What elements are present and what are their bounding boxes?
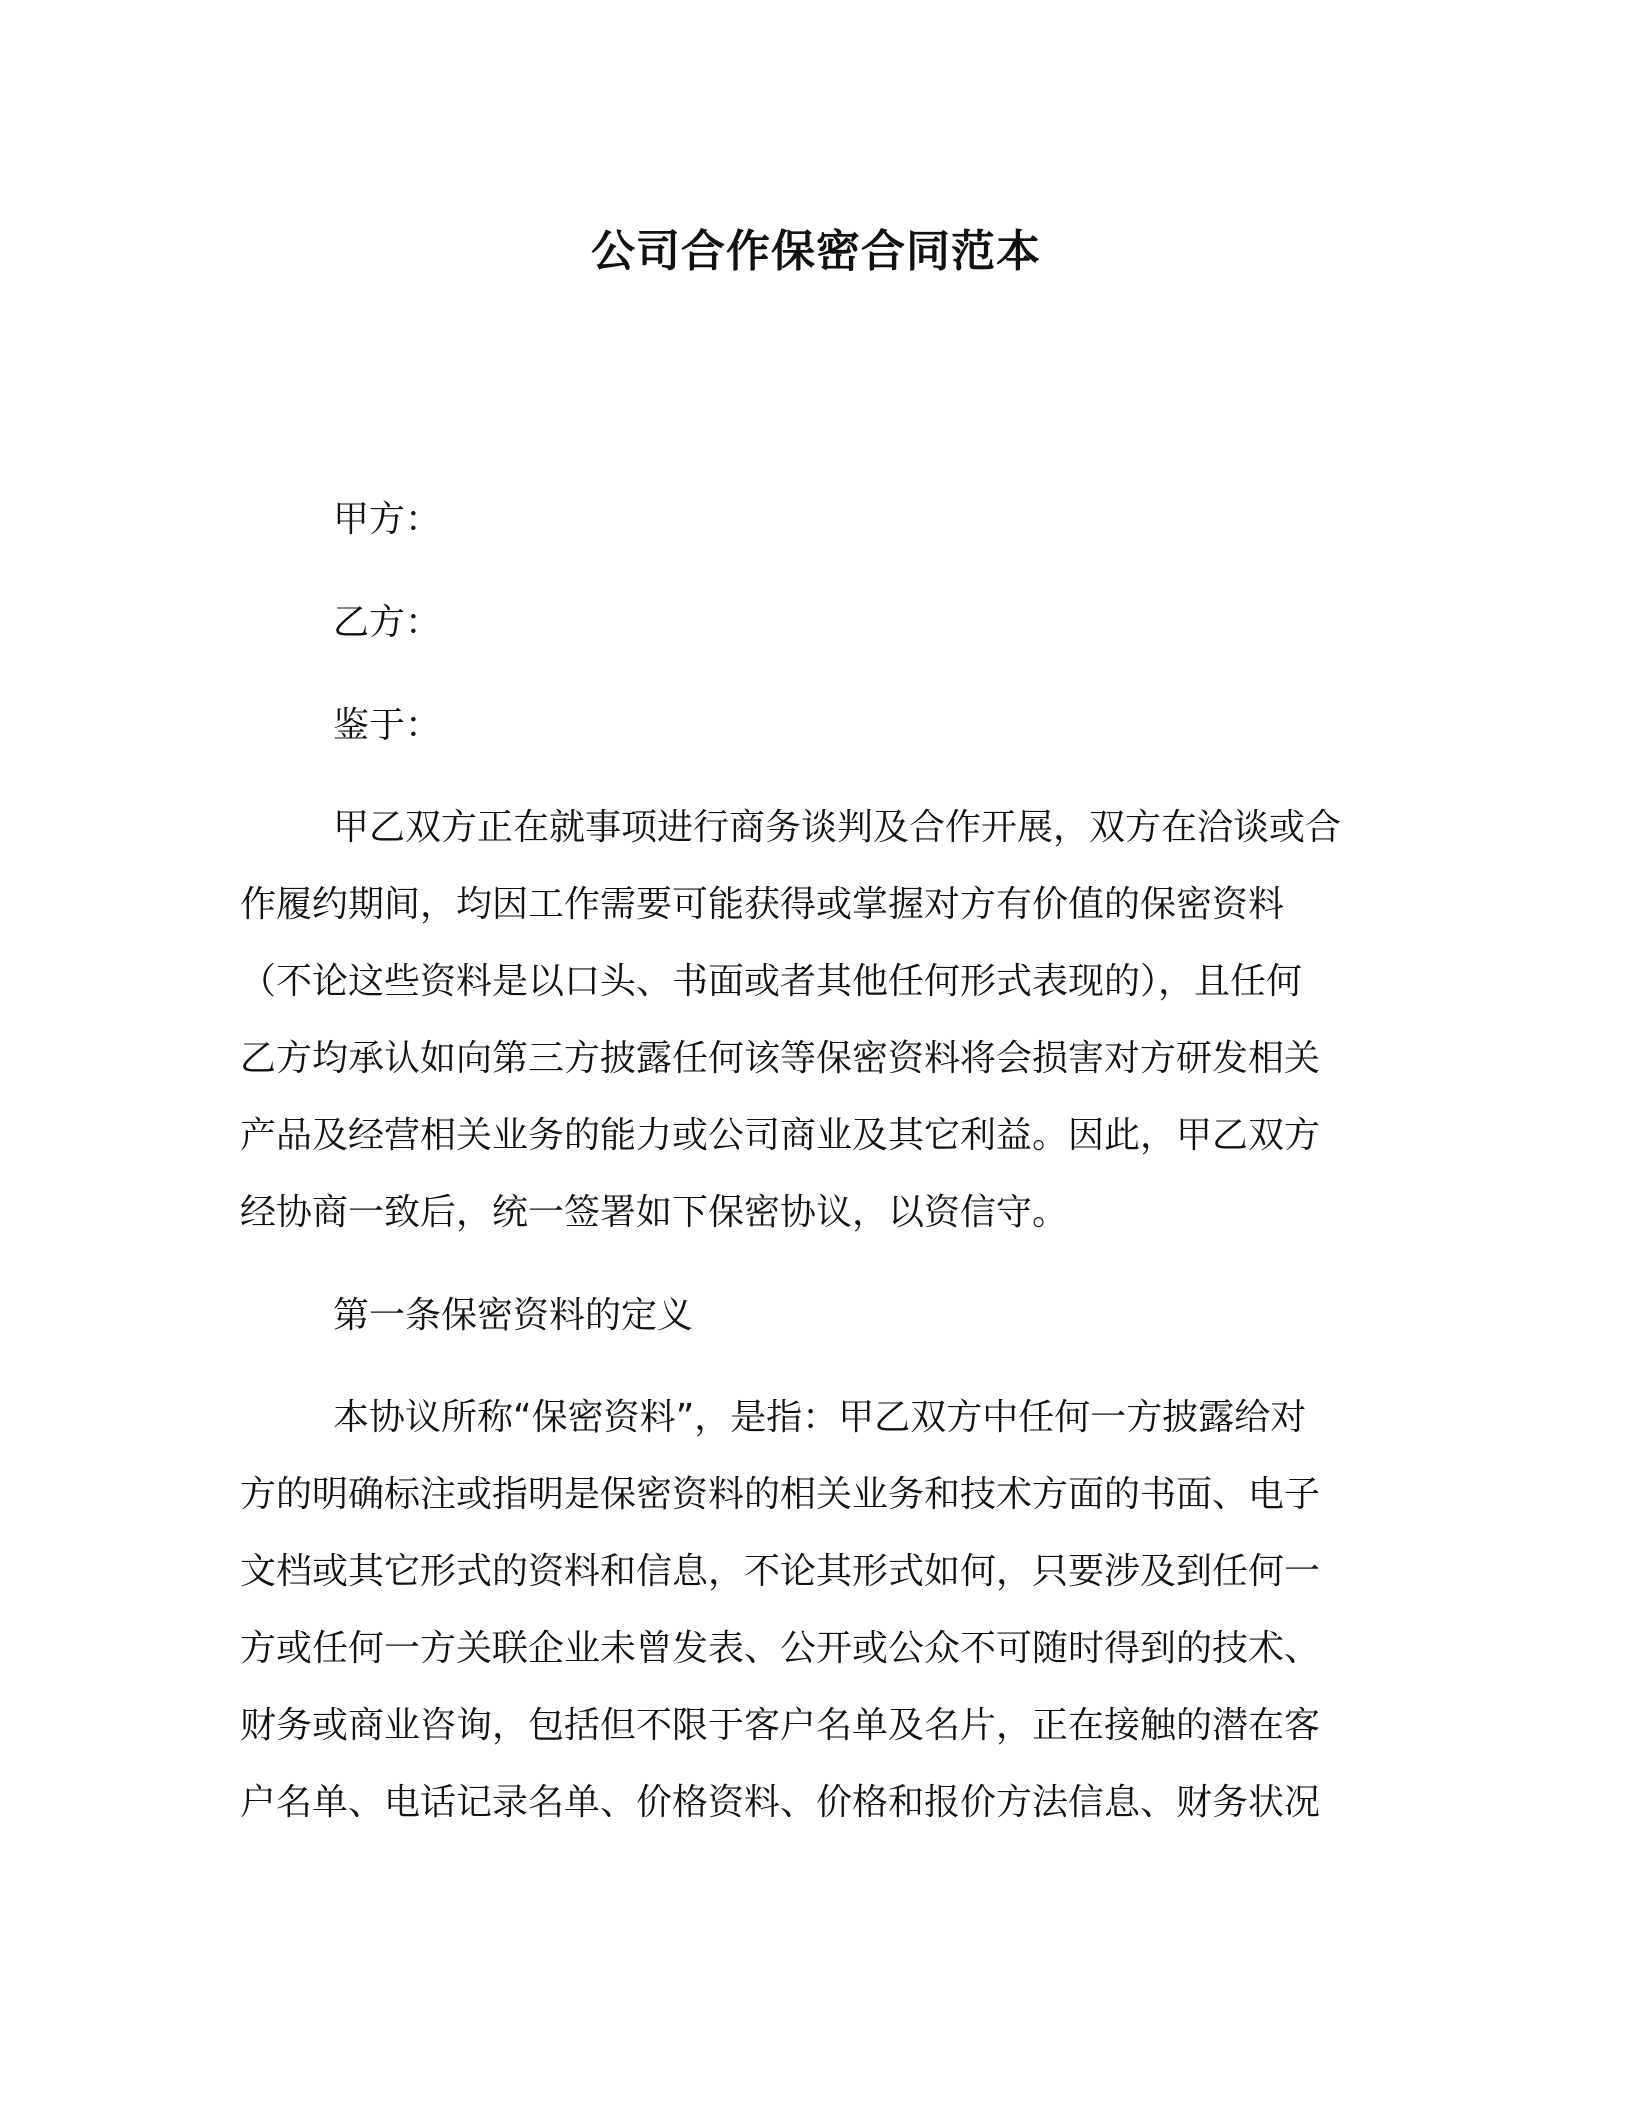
article-1-line: 财务或商业咨询，包括但不限于客户名单及名片，正在接触的潜在客 xyxy=(240,1705,1321,1746)
preamble-line: 甲乙双方正在就事项进行商务谈判及合作开展，双方在洽谈或合 xyxy=(333,807,1342,848)
article-1-heading: 第一条保密资料的定义 xyxy=(333,1295,694,1336)
party-b-label: 乙方： xyxy=(333,602,442,643)
article-1-line: 户名单、电话记录名单、价格资料、价格和报价方法信息、财务状况 xyxy=(240,1782,1321,1823)
article-1-line: 本协议所称“保密资料”，是指：甲乙双方中任何一方披露给对 xyxy=(333,1397,1307,1438)
preamble-line: 经协商一致后，统一签署如下保密协议，以资信守。 xyxy=(240,1192,1069,1233)
party-a-label: 甲方： xyxy=(333,499,442,540)
preamble-line: 乙方均承认如向第三方披露任何该等保密资料将会损害对方研发相关 xyxy=(240,1038,1321,1079)
article-1-line: 方或任何一方关联企业未曾发表、公开或公众不可随时得到的技术、 xyxy=(240,1628,1321,1669)
whereas-label: 鉴于： xyxy=(333,705,442,746)
preamble-line: 产品及经营相关业务的能力或公司商业及其它利益。因此，甲乙双方 xyxy=(240,1115,1321,1156)
preamble-line: 作履约期间，均因工作需要可能获得或掌握对方有价值的保密资料 xyxy=(240,884,1285,925)
preamble-line: （不论这些资料是以口头、书面或者其他任何形式表现的），且任何 xyxy=(240,961,1303,1002)
article-1-line: 方的明确标注或指明是保密资料的相关业务和技术方面的书面、电子 xyxy=(240,1474,1321,1515)
document-title: 公司合作保密合同范本 xyxy=(591,226,1041,277)
article-1-line: 文档或其它形式的资料和信息，不论其形式如何，只要涉及到任何一 xyxy=(240,1551,1321,1592)
